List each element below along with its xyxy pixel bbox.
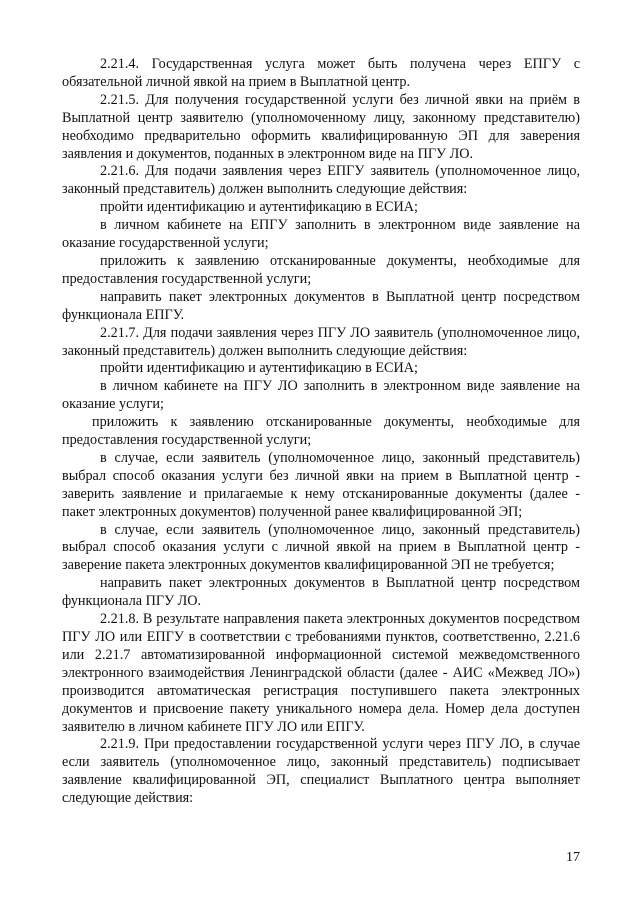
pgu-step-identification: пройти идентификацию и аутентификацию в ЕСИА; [100,360,418,377]
epgu-step-identification: пройти идентификацию и аутентификацию в ЕСИА; [100,199,418,216]
page-number: 17 [566,850,580,865]
pgu-step-attach-documents: приложить к заявлению отсканированные документы, необходимые для предоставления государственной услуги; [62,414,580,449]
pgu-step-sign-without-visit: в случае, если заявитель (уполномоченное лицо, законный представитель) выбрал способ оказания услуги без личной явки на прием в Выплатной центр - заверить заявление и прилагаемые к нему отсканированные документы (далее - пакет электронных документов) полученной ранее квалифицированной ЭП; [62,449,580,520]
epgu-step-fill-application: в личном кабинете на ЕПГУ заполнить в электронном виде заявление на оказание государственной услуги; [62,217,580,252]
paragraph-2-21-7: 2.21.7. Для подачи заявления через ПГУ ЛО заявитель (уполномоченное лицо, законный представитель) должен выполнить следующие действия: [62,324,580,359]
paragraph-2-21-9: 2.21.9. При предоставлении государственной услуги через ПГУ ЛО, в случае если заявитель (уполномоченное лицо, законный представитель) подписывает заявление квалифицированной ЭП, специалист Выплатного центра выполняет следующие действия: [62,736,580,807]
pgu-step-sign-with-visit: в случае, если заявитель (уполномоченное лицо, законный представитель) выбрал способ оказания услуги с личной явкой на прием в Выплатной центр - заверение пакета электронных документов квалифицированной ЭП не требуется; [62,521,580,574]
paragraph-2-21-5: 2.21.5. Для получения государственной услуги без личной явки на приём в Выплатной центр заявителю (уполномоченному лицу, законному представителю) необходимо предварительно оформить квалифицированную ЭП для заверения заявления и документов, поданных в электронном виде на ПГУ ЛО. [62,91,580,162]
paragraph-2-21-6: 2.21.6. Для подачи заявления через ЕПГУ заявитель (уполномоченное лицо, законный представитель) должен выполнить следующие действия: [62,163,580,198]
document-body [62,56,580,808]
paragraph-2-21-8: 2.21.8. В результате направления пакета электронных документов посредством ПГУ ЛО или ЕПГУ в соответствии с требованиями пунктов, соответственно, 2.21.6 или 2.21.7 автоматизированной информационной системой межведомственного электронного взаимодействия Ленинградской области (далее - АИС «Межвед ЛО») производится автоматическая регистрация поступившего пакета электронных документов и присвоение пакету уникального номера дела. Номер дела доступен заявителю в личном кабинете ПГУ ЛО или ЕПГУ. [62,611,580,735]
paragraph-2-21-4: 2.21.4. Государственная услуга может быть получена через ЕПГУ с обязательной личной явкой на прием в Выплатной центр. [62,56,580,90]
epgu-step-send-package: направить пакет электронных документов в Выплатной центр посредством функционала ЕПГУ. [62,288,580,323]
epgu-step-attach-documents: приложить к заявлению отсканированные документы, необходимые для предоставления государственной услуги; [62,252,580,287]
pgu-step-fill-application: в личном кабинете на ПГУ ЛО заполнить в электронном виде заявление на оказание услуги; [62,378,580,413]
pgu-step-send-package: направить пакет электронных документов в Выплатной центр посредством функционала ПГУ ЛО. [62,575,580,610]
